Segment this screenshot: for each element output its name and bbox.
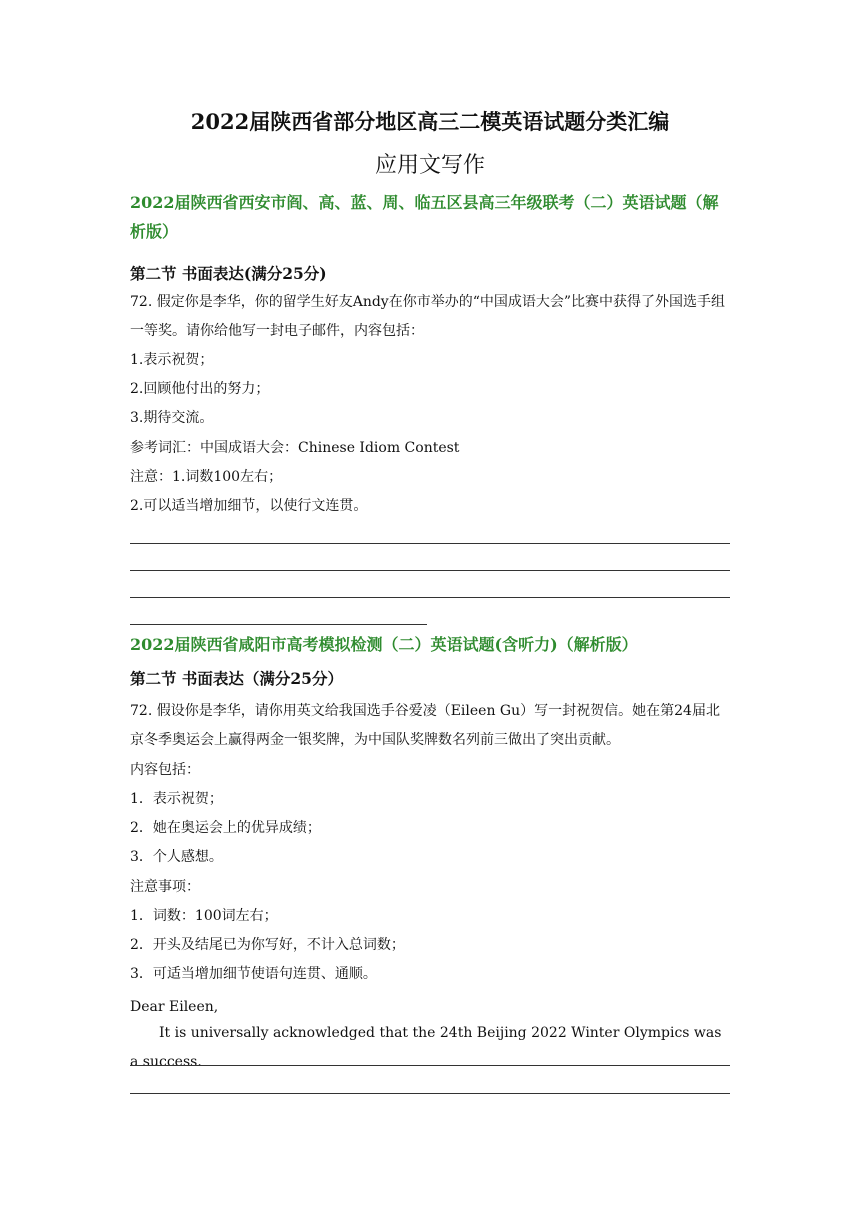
section2-prompt: 72. 假设你是李华，请你用英文给我国选手谷爱凌（Eileen Gu）写一封祝贺信。她在第24届北京冬季奥运会上赢得两金一银奖牌，为中国队奖牌数名列前三做出了突出贡献。 [130, 703, 720, 748]
answer-line [130, 624, 427, 625]
answer-line [130, 1065, 730, 1066]
section2-point-2: 2．她在奥运会上的优异成绩； [130, 820, 321, 836]
section1-note-1: 注意：1.词数100左右； [130, 469, 283, 485]
section2-note-3: 3．可适当增加细节使语句连贯、通顺。 [130, 966, 377, 982]
section2-note-1: 1．词数：100词左右； [130, 908, 278, 924]
section1-point-2: 2.回顾他付出的努力； [130, 381, 270, 397]
answer-line [130, 597, 730, 598]
section2-source: 2022届陕西省咸阳市高考模拟检测（二）英语试题(含听力)（解析版） [130, 635, 638, 654]
section1-heading: 第二节 书面表达(满分25分) [130, 264, 327, 283]
section2-content-label: 内容包括： [130, 762, 200, 778]
section1-point-1: 1.表示祝贺； [130, 352, 214, 368]
document-title: 2022届陕西省部分地区高三二模英语试题分类汇编 [190, 109, 670, 134]
section1-note-2: 2.可以适当增加细节，以使行文连贯。 [130, 498, 368, 514]
answer-line [130, 543, 730, 544]
section2-note-2: 2．开头及结尾已为你写好，不计入总词数； [130, 937, 405, 953]
letter-opening: It is universally acknowledged that the 24th Beijing 2022 Winter Olympics was a success. [130, 1025, 722, 1070]
letter-salutation: Dear Eileen, [130, 999, 219, 1015]
section2-heading: 第二节 书面表达（满分25分） [130, 669, 343, 688]
section1-prompt: 72. 假定你是李华，你的留学生好友Andy在你市举办的“中国成语大会”比赛中获得了外国选手组一等奖。请你给他写一封电子邮件，内容包括： [130, 294, 726, 339]
answer-line [130, 1093, 730, 1094]
section1-source: 2022届陕西省西安市阎、高、蓝、周、临五区县高三年级联考（二）英语试题（解析版） [130, 193, 719, 241]
section1-point-3: 3.期待交流。 [130, 410, 214, 426]
section2-notes-label: 注意事项： [130, 879, 200, 895]
answer-line [130, 570, 730, 571]
section1-vocab: 参考词汇：中国成语大会：Chinese Idiom Contest [130, 440, 460, 456]
document-subtitle: 应用文写作 [374, 153, 485, 178]
section2-point-3: 3．个人感想。 [130, 849, 223, 865]
section2-point-1: 1．表示祝贺； [130, 791, 223, 807]
